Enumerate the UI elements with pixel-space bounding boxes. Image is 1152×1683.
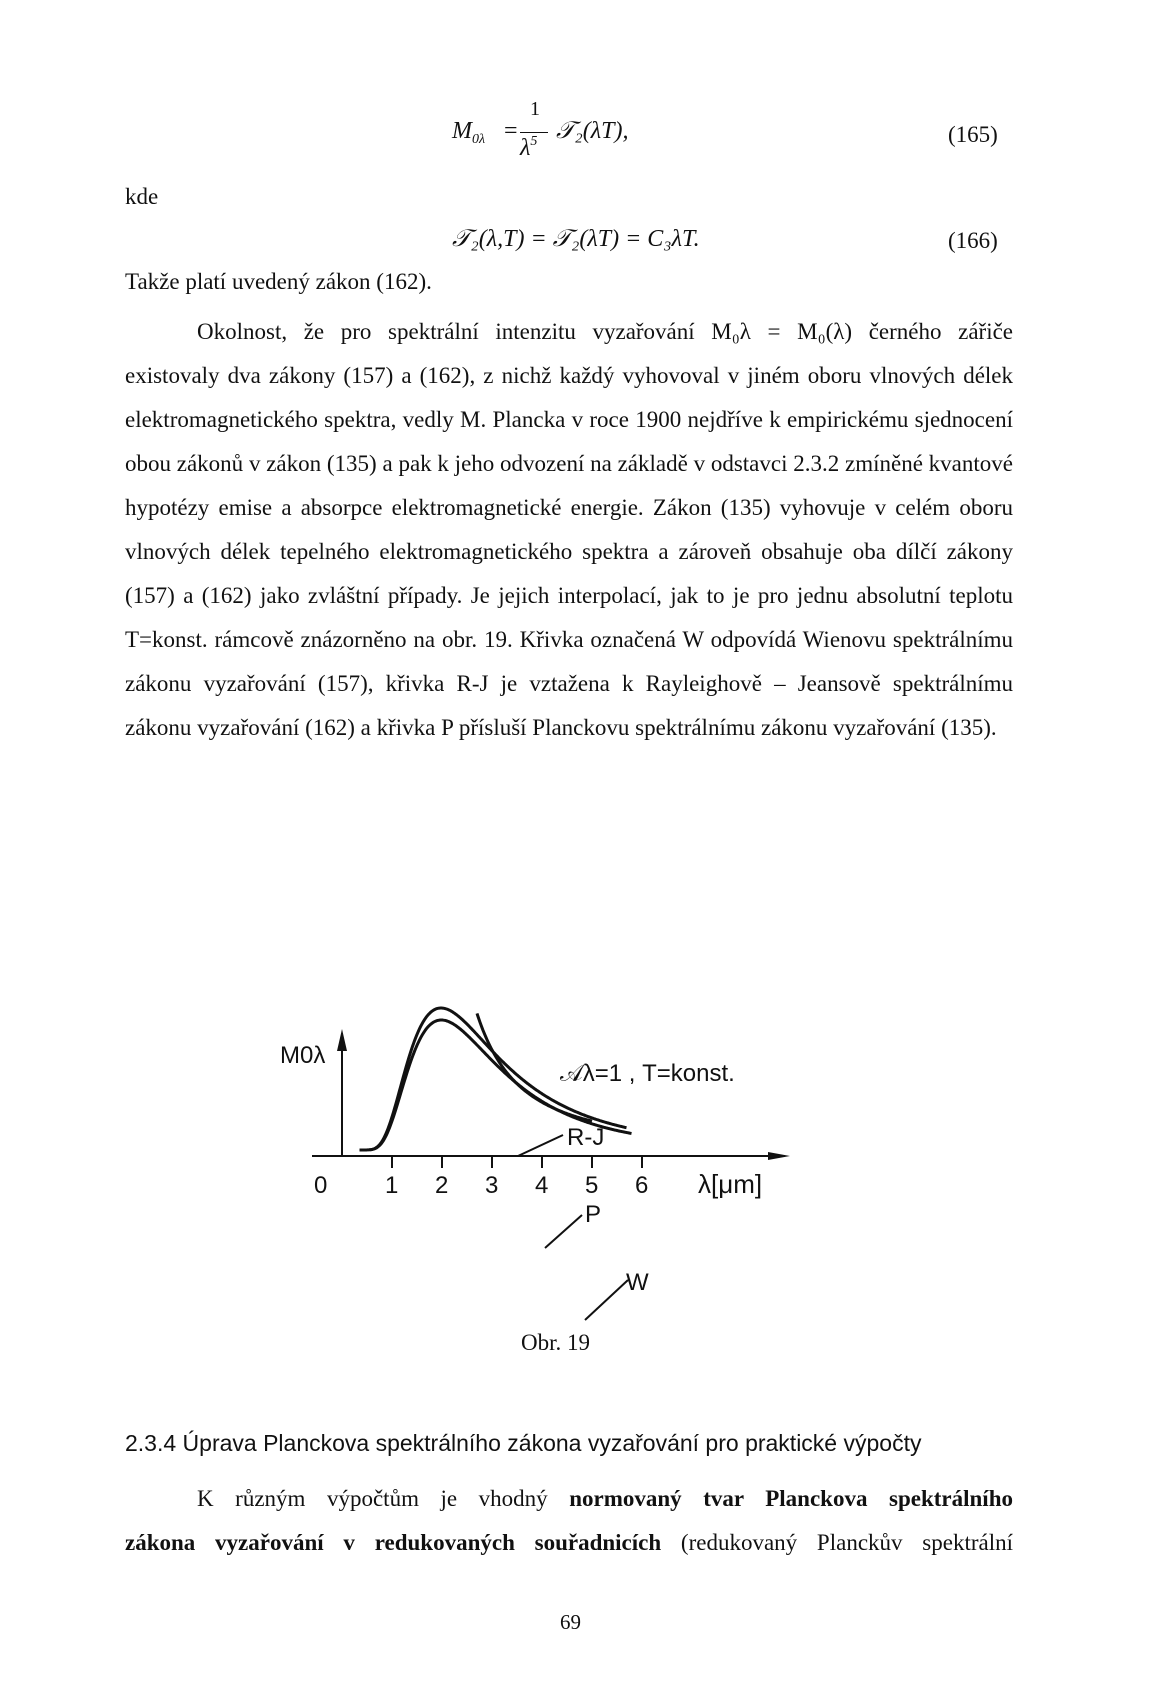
x-tick-label-5: 5 <box>585 1172 599 1199</box>
eq165-denominator: $\lambda^5$ <box>520 134 538 161</box>
page-number: 69 <box>560 1610 581 1634</box>
paragraph-normalized-form <box>125 1477 1013 1565</box>
eq165-rhs: 𝒯₂(λT), <box>556 118 629 144</box>
pointer-p <box>545 1215 582 1248</box>
equation-166: 𝒯₂(λ,T) = 𝒯₂(λT) = C₃λT. <box>452 226 700 252</box>
label-rj: R-J <box>567 1124 605 1151</box>
pointer-w <box>585 1280 628 1320</box>
paragraph-line-1 <box>125 1477 1013 1521</box>
kde-label: kde <box>125 184 159 209</box>
paragraph-line-2 <box>125 1521 1013 1565</box>
intro-text: K různým výpočtům je vhodný <box>197 1486 570 1511</box>
x-axis-label: λ[μm] <box>698 1169 763 1199</box>
tail-text: (redukovaný Planckův spektrální <box>661 1530 1013 1555</box>
annotation-emissivity: 𝒜λ=1 , T=konst. <box>560 1060 735 1087</box>
x-tick-label-1: 1 <box>385 1172 399 1199</box>
figure-caption: Obr. 19 <box>521 1330 590 1355</box>
eq165-numerator: 1 <box>530 98 540 120</box>
label-p: P <box>585 1201 602 1228</box>
eq165-equals: = <box>504 118 518 144</box>
y-axis-arrow <box>337 1029 347 1051</box>
x-tick-label-2: 2 <box>435 1172 449 1199</box>
equation-number-166: (166) <box>948 228 998 253</box>
section-heading: 2.3.4 Úprava Planckova spektrálního zákona vyzařování pro praktické výpočty <box>125 1430 922 1456</box>
x-tick-label-3: 3 <box>485 1172 499 1199</box>
bold-term-1: normovaný tvar Planckova spektrálního <box>569 1486 1013 1511</box>
figure-19-group <box>280 1008 790 1320</box>
x-tick-label-4: 4 <box>535 1172 549 1199</box>
x-tick-label-6: 6 <box>635 1172 649 1199</box>
y-axis-label: M0λ <box>280 1042 326 1069</box>
paragraph-body: existovaly dva zákony (157) a (162), z nichž každý vyhovoval v jiném oboru vlnových délek elektromagnetického spektra, vedly M. Plancka v roce 1900 nejdříve k empirickému sjednocení obou zákonů v zákon (135) a pak k jeho odvození na základě v odstavci 2.3.2 zmíněné kvantové hypotézy emise a absorpce elektromagnetické energie. Zákon (135) vyhovuje v celém oboru vlnových délek tepelného elektromagnetického spektra a zároveň obsahuje oba dílčí zákony (157) a (162) jako zvláštní případy. Je jejich interpolací, jak to je pro jednu absolutní teplotu T=konst. rámcově znázorněno na obr. 19. Křivka označená W odpovídá Wienovu spektrálnímu zákonu vyzařování (157), křivka R-J je vztažena k Rayleighově – Jeansově spektrálnímu zákonu vyzařování (162) a křivka P přísluší Planckovu spektrálnímu zákonu vyzařování (135). <box>125 363 1013 740</box>
bold-term-2: zákona vyzařování v redukovaných souřadnicích <box>125 1530 662 1555</box>
x-tick-label-0: 0 <box>314 1172 328 1199</box>
equation-number-165: (165) <box>948 122 998 147</box>
label-w: W <box>626 1269 649 1296</box>
paragraph-first-line: Okolnost, že pro spektrální intenzitu vyzařování M₀λ = M₀(λ) černého zářiče <box>197 319 1013 344</box>
eq165-lhs: $M_{0\lambda}$ <box>452 118 486 147</box>
x-axis-arrow <box>768 1152 790 1160</box>
pointer-rj <box>518 1135 563 1156</box>
text-takze: Takže platí uvedený zákon (162). <box>125 269 432 294</box>
